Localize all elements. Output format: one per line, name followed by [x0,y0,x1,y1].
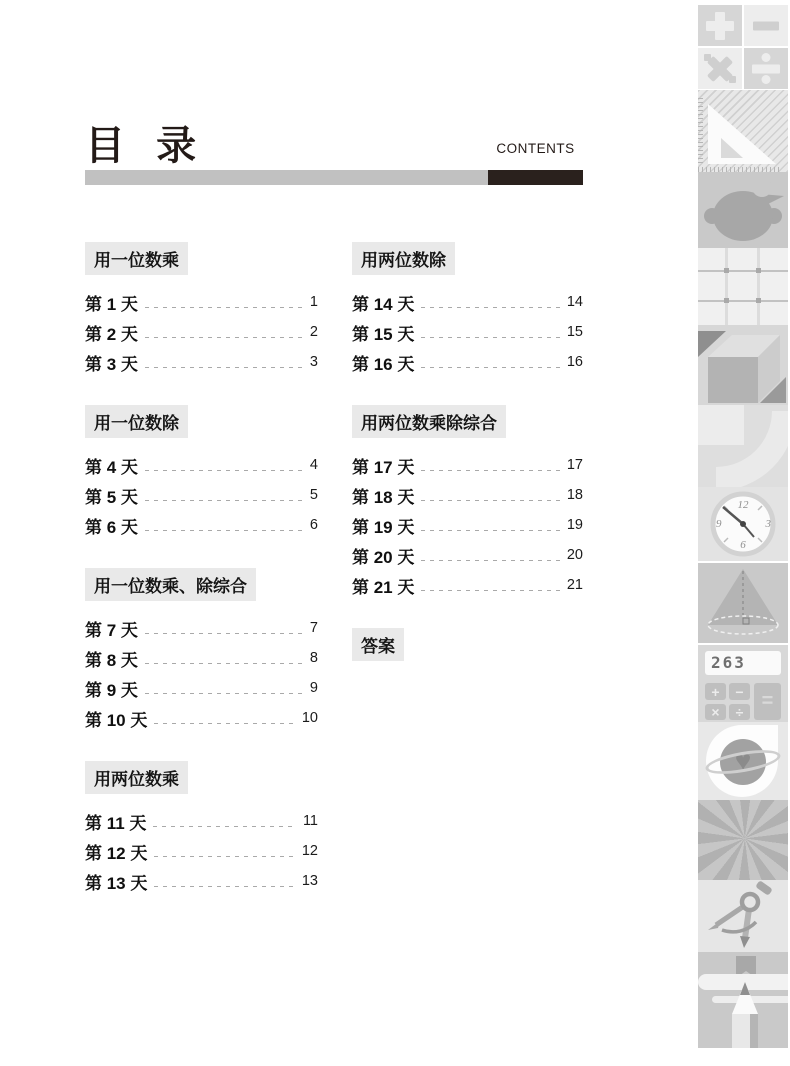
section-heading: 用两位数除 [352,242,455,275]
toc-entry [85,287,318,317]
calculator-icon [698,645,788,722]
toc-entry-label: 第 3 天 [85,354,138,374]
toc-section [85,568,318,733]
toc-entry [85,643,318,673]
toc-section [352,628,583,661]
dotted-leader [145,337,303,338]
divide-icon [744,48,788,89]
toc-entry-label: 第 8 天 [85,650,138,670]
dotted-leader [145,693,303,694]
toc-entry-page: 20 [566,547,583,563]
toc-entry-page: 9 [309,680,318,696]
multiply-icon [698,48,742,89]
toc-section [352,242,583,377]
plus-icon [698,5,742,46]
toc-entry [85,347,318,377]
dotted-leader [421,530,560,531]
toc-entry-page: 15 [566,324,583,340]
toc-entry-label: 第 11 天 [85,813,147,833]
toc-entry-page: 21 [566,577,583,593]
clock-number-12: 12 [737,499,749,511]
grid-paper-icon [698,248,788,325]
toc-entry-page: 10 [301,710,318,726]
toc-entry-label: 第 21 天 [352,577,415,597]
toc-entry-label: 第 9 天 [85,680,138,700]
toc-entry-page: 7 [309,620,318,636]
toc-entry [85,450,318,480]
calc-minus-button: − [729,683,750,700]
section-heading: 用一位数除 [85,405,188,438]
toc-section [85,761,318,896]
toc-entry-label: 第 2 天 [85,324,138,344]
clock-number-3: 3 [765,518,771,530]
toc-entry [85,836,318,866]
dotted-leader [145,500,303,501]
math-operators-tile [698,5,788,89]
toc-entry-label: 第 12 天 [85,843,148,863]
dotted-leader [145,470,303,471]
section-heading: 用两位数乘 [85,761,188,794]
rule-bar-black-segment [488,170,583,185]
dotted-leader [421,560,560,561]
kid-face-icon [698,172,788,248]
toc-entry-page: 6 [309,517,318,533]
dotted-leader [421,337,560,338]
toc-entry-page: 14 [566,294,583,310]
cube-icon [698,325,788,405]
toc-entry-page: 13 [301,873,318,889]
dotted-leader [145,307,303,308]
toc-entry-label: 第 15 天 [352,324,415,344]
toc-entry [352,347,583,377]
toc-column-left [85,242,318,924]
toc-entry [85,806,318,836]
pencil-and-book-icon [698,952,788,1048]
toc-entry-page: 4 [309,457,318,473]
clock-number-6: 6 [740,539,746,551]
dotted-leader [145,367,303,368]
toc-entry [85,703,318,733]
toc-column-right [352,242,583,689]
toc-entry-label: 第 5 天 [85,487,138,507]
set-square-icon [698,90,788,172]
toc-section [352,405,583,600]
toc-entry-label: 第 13 天 [85,873,148,893]
toc-entry-label: 第 1 天 [85,294,138,314]
dotted-leader [145,633,303,634]
toc-entry-page: 11 [302,813,318,829]
toc-entry-label: 第 6 天 [85,517,138,537]
section-heading: 答案 [352,628,404,661]
toc-entry [352,540,583,570]
calc-multiply-button: × [705,704,726,720]
toc-entry-label: 第 16 天 [352,354,415,374]
dotted-leader [153,826,296,827]
rule-bar-gray-segment [85,170,488,185]
dotted-leader [421,367,560,368]
calculator-display: 263 [705,651,781,675]
toc-entry-page: 5 [309,487,318,503]
toc-entry [352,317,583,347]
toc-entry-page: 1 [309,294,318,310]
toc-entry [85,480,318,510]
toc-entry [352,480,583,510]
title-rule-bar [85,170,583,185]
toc-entry [85,866,318,896]
dotted-leader [421,307,560,308]
dotted-leader [154,856,295,857]
toc-entry [352,450,583,480]
toc-entry [85,317,318,347]
calc-plus-button: + [705,683,726,700]
toc-entry-label: 第 10 天 [85,710,148,730]
toc-entry-label: 第 14 天 [352,294,415,314]
toc-entry-label: 第 17 天 [352,457,415,477]
dotted-leader [154,723,295,724]
dotted-leader [421,590,560,591]
heart-planet-icon [698,722,788,800]
dotted-leader [145,530,303,531]
toc-entry-page: 8 [309,650,318,666]
toc-entry [85,510,318,540]
minus-icon [744,5,788,46]
section-heading: 用一位数乘、除综合 [85,568,256,601]
section-heading: 用一位数乘 [85,242,188,275]
toc-entry [352,510,583,540]
quarter-ring-icon [698,405,788,487]
cone-icon [698,563,788,643]
decorative-sidebar [698,0,788,1066]
calc-equals-button: = [754,683,781,720]
toc-entry [85,613,318,643]
toc-entry-page: 2 [309,324,318,340]
toc-entry-label: 第 4 天 [85,457,138,477]
toc-entry-page: 3 [309,354,318,370]
toc-entry-label: 第 18 天 [352,487,415,507]
dotted-leader [145,663,303,664]
toc-entry-page: 16 [566,354,583,370]
calc-divide-button: ÷ [729,704,750,720]
dotted-leader [421,500,560,501]
section-heading: 用两位数乘除综合 [352,405,506,438]
contents-subtitle: CONTENTS [496,141,575,156]
toc-entry-page: 19 [566,517,583,533]
clock-icon [698,487,788,561]
dotted-leader [154,886,295,887]
toc-entry-page: 12 [301,843,318,859]
toc-entry-label: 第 19 天 [352,517,415,537]
heart-icon: ♥ [734,745,752,776]
toc-entry [85,673,318,703]
page-title: 目 录 [85,124,207,168]
toc-entry-page: 18 [566,487,583,503]
drawing-compass-icon [698,880,788,952]
toc-section [85,242,318,377]
toc-section [85,405,318,540]
clock-number-9: 9 [716,518,722,530]
spiral-icon [698,800,788,880]
toc-entry-label: 第 7 天 [85,620,138,640]
toc-entry-label: 第 20 天 [352,547,415,567]
toc-entry [352,287,583,317]
dotted-leader [421,470,560,471]
toc-entry [352,570,583,600]
toc-entry-page: 17 [566,457,583,473]
